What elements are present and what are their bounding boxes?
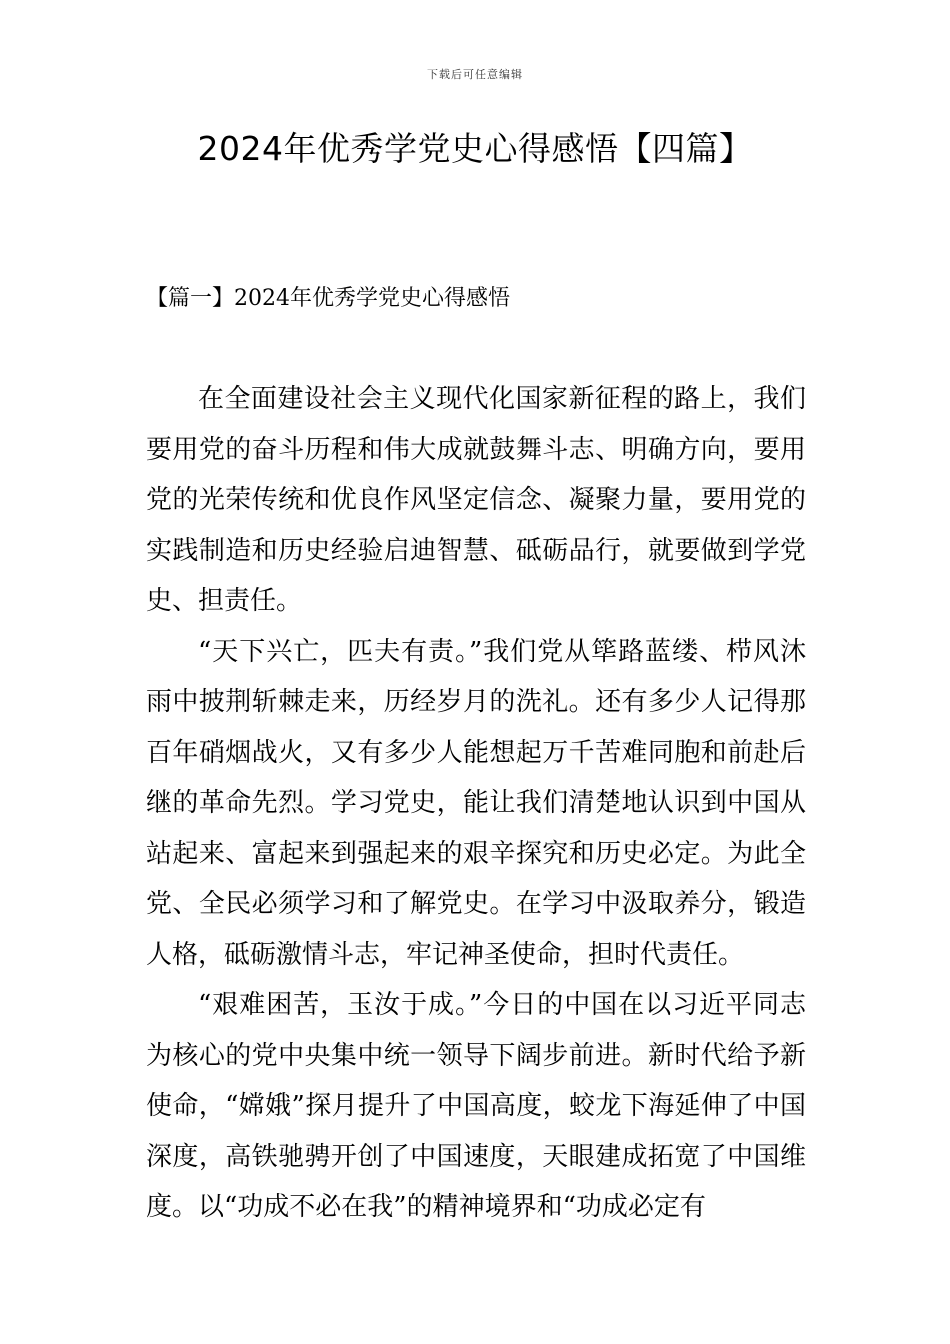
header-note: 下载后可任意编辑 xyxy=(427,68,523,81)
document-title: 2024年优秀学党史心得感悟【四篇】 xyxy=(197,129,753,168)
paragraph: “天下兴亡，匹夫有责。”我们党从筚路蓝缕、栉风沐雨中披荆斩棘走来，历经岁月的洗礼。还有多少人记得那百年硝烟战火，又有多少人能想起万千苦难同胞和前赴后继的革命先烈。学习党史，能让我们清楚地认识到中国从站起来、富起来到强起来的艰辛探究和历史必定。为此全党、全民必须学习和了解党史。在学习中汲取养分，锻造人格，砥砺激情斗志，牢记神圣使命，担时代责任。 xyxy=(146,636,806,970)
body-text xyxy=(146,374,806,1233)
section-heading: 【篇一】2024年优秀学党史心得感悟 xyxy=(146,286,510,311)
paragraph: 在全面建设社会主义现代化国家新征程的路上，我们要用党的奋斗历程和伟大成就鼓舞斗志、明确方向，要用党的光荣传统和优良作风坚定信念、凝聚力量，要用党的实践制造和历史经验启迪智慧、砥砺品行，就要做到学党史、担责任。 xyxy=(146,384,806,616)
paragraph: “艰难困苦，玉汝于成。”今日的中国在以习近平同志为核心的党中央集中统一领导下阔步前进。新时代给予新使命，“嫦娥”探月提升了中国高度，蛟龙下海延伸了中国深度，高铁驰骋开创了中国速度，天眼建成拓宽了中国维度。以“功成不必在我”的精神境界和“功成必定有 xyxy=(146,990,806,1222)
